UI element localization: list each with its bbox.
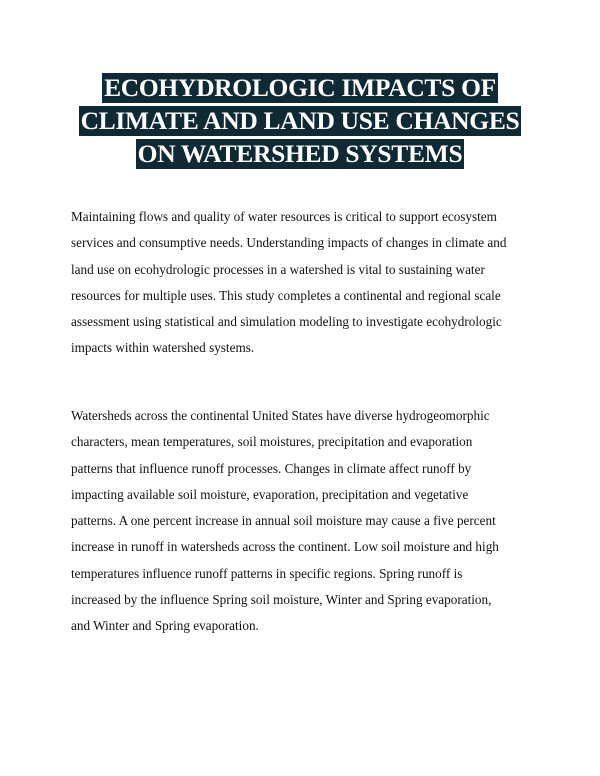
paragraph-2-line: and Winter and Spring evaporation. — [71, 618, 259, 634]
paragraph-1-line: impacts within watershed systems. — [71, 340, 255, 356]
paragraph-2-line: patterns that influence runoff processes. Changes in climate affect runoff by — [71, 460, 472, 476]
paragraph-2-line: characters, mean temperatures, soil moistures, precipitation and evaporation — [71, 434, 473, 450]
paragraph-1 — [71, 204, 531, 362]
paragraph-2-line: Watersheds across the continental United States have diverse hydrogeomorphic — [71, 408, 490, 423]
paragraph-2 — [71, 403, 531, 640]
paragraph-2-line: temperatures influence runoff patterns in specific regions. Spring runoff is — [71, 565, 463, 581]
title-line-3: ON WATERSHED SYSTEMS — [137, 139, 463, 168]
paragraph-2-line: impacting available soil moisture, evaporation, precipitation and vegetative — [71, 486, 469, 502]
title-line-1: ECOHYDROLOGIC IMPACTS OF — [104, 73, 496, 102]
title-line-2: CLIMATE AND LAND USE CHANGES — [80, 106, 520, 135]
paragraph-1-line: assessment using statistical and simulation modeling to investigate ecohydrologic — [71, 314, 502, 330]
paragraph-1-line: Maintaining flows and quality of water resources is critical to support ecosystem — [71, 209, 497, 224]
paragraph-2-line: patterns. A one percent increase in annual soil moisture may cause a five percent — [71, 513, 496, 529]
paragraph-1-line: resources for multiple uses. This study completes a continental and regional scale — [71, 287, 501, 303]
paragraph-2-line: increase in runoff in watersheds across the continent. Low soil moisture and high — [71, 539, 499, 555]
document-title — [0, 73, 600, 172]
paragraph-1-line: land use on ecohydrologic processes in a watershed is vital to sustaining water — [71, 261, 485, 277]
paragraph-2-line: increased by the influence Spring soil moisture, Winter and Spring evaporation, — [71, 592, 492, 608]
paragraph-1-line: services and consumptive needs. Understanding impacts of changes in climate and — [71, 235, 507, 251]
